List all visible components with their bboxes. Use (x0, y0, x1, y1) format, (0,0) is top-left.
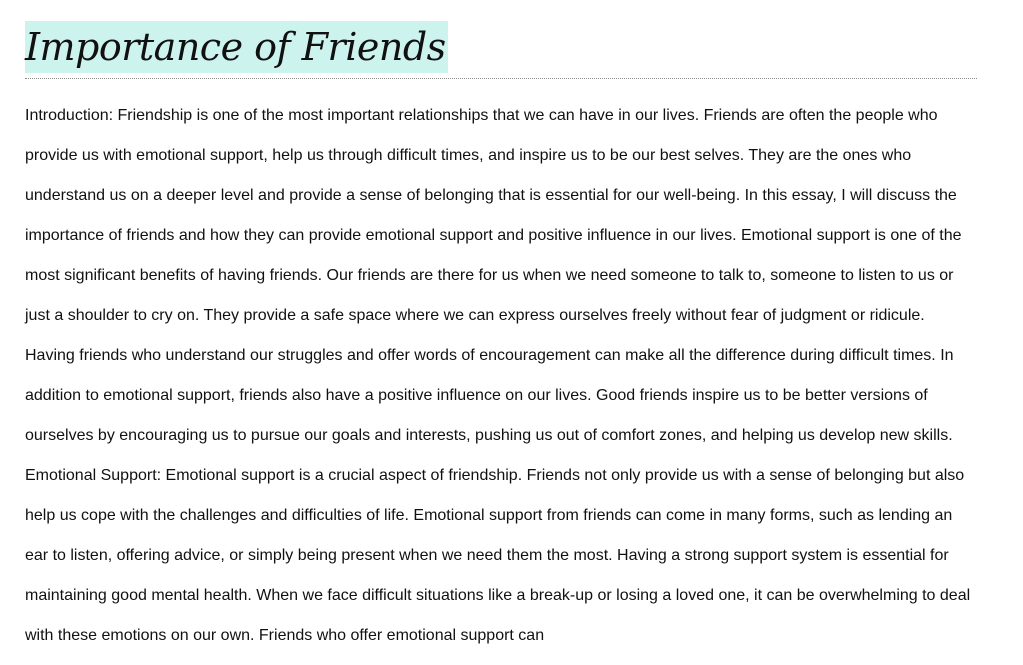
article (25, 0, 977, 656)
title-container (25, 0, 977, 69)
article-body: Introduction: Friendship is one of the most important relationships that we can have in our lives. Friends are often the people who provide us with emotional support, help us through difficult times, and inspire us to be our best selves. They are the ones who understand us on a deeper level and provide a sense of belonging that is essential for our well-being. In this essay, I will discuss the importance of friends and how they can provide emotional support and positive influence in our lives. Emotional support is one of the most significant benefits of having friends. Our friends are there for us when we need someone to talk to, someone to listen to us or just a shoulder to cry on. They provide a safe space where we can express ourselves freely without fear of judgment or ridicule. Having friends who understand our struggles and offer words of encouragement can make all the difference during difficult times. In addition to emotional support, friends also have a positive influence on our lives. Good friends inspire us to be better versions of ourselves by encouraging us to pursue our goals and interests, pushing us out of comfort zones, and helping us develop new skills. Emotional Support: Emotional support is a crucial aspect of friendship. Friends not only provide us with a sense of belonging but also help us cope with the challenges and difficulties of life. Emotional support from friends can come in many forms, such as lending an ear to listen, offering advice, or simply being present when we need them the most. Having a strong support system is essential for maintaining good mental health. When we face difficult situations like a break-up or losing a loved one, it can be overwhelming to deal with these emotions on our own. Friends who offer emotional support can (25, 107, 971, 644)
title-divider (25, 78, 977, 79)
page-title: Importance of Friends (25, 21, 448, 73)
